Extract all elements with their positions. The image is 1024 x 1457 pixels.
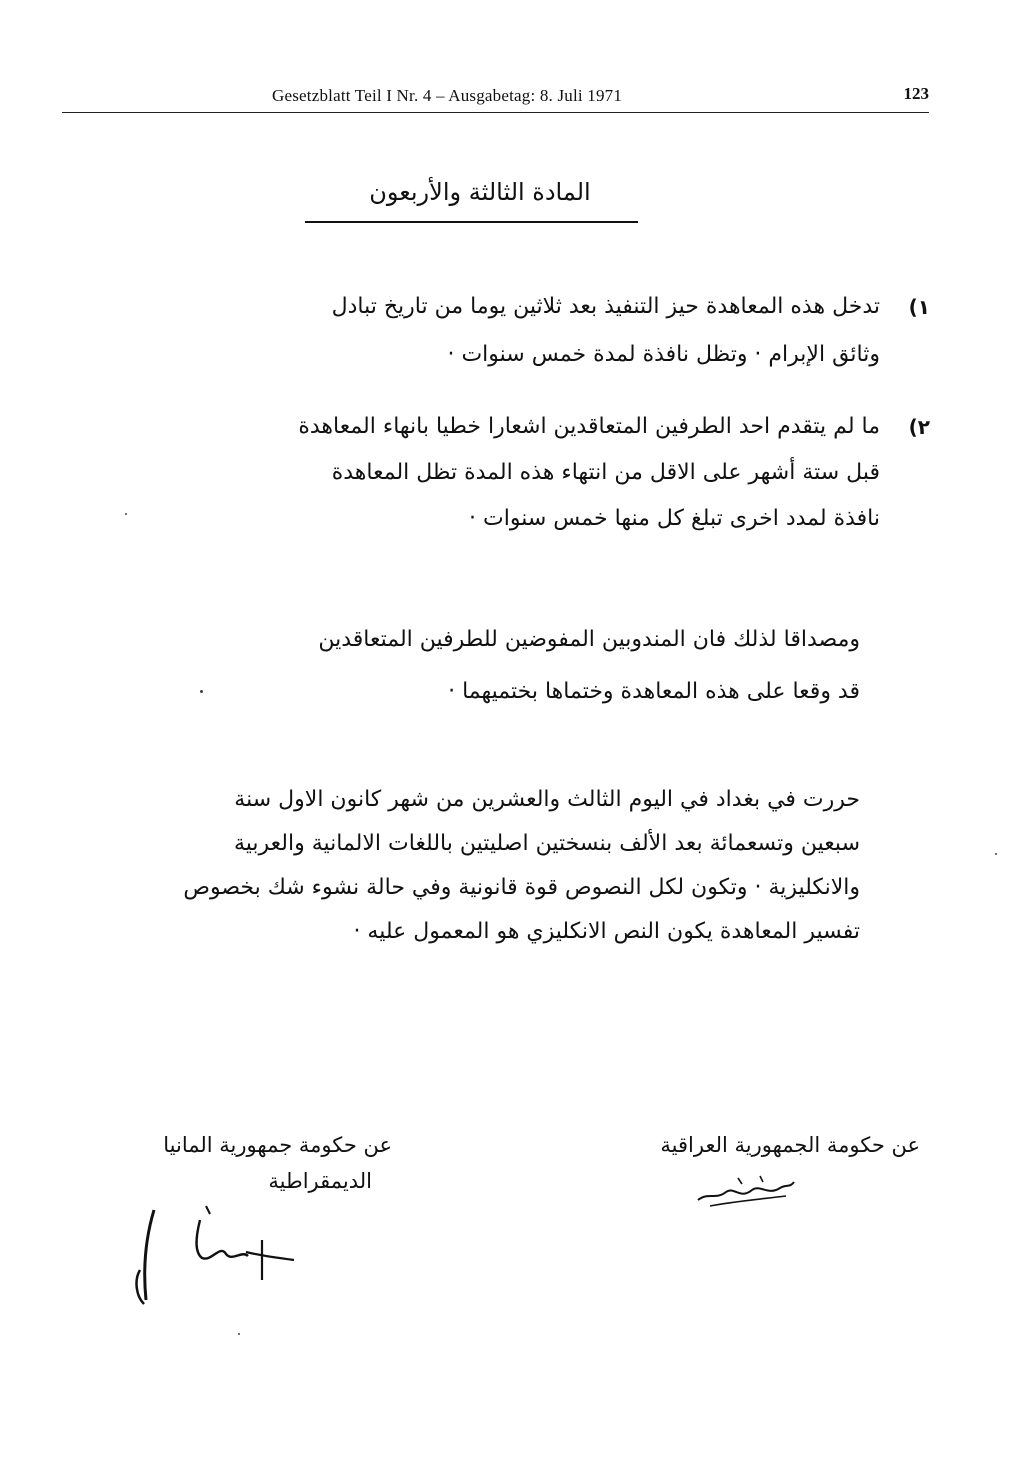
paragraph-line: ما لم يتقدم احد الطرفين المتعاقدين اشعارا خطيا بانهاء المعاهدة <box>298 414 880 439</box>
header-rule <box>62 112 929 113</box>
paragraph-2 <box>72 412 930 532</box>
article-heading-text: المادة الثالثة والأربعون <box>369 178 591 206</box>
paragraph-number: ٢) <box>908 415 930 439</box>
closing-line: والانكليزية · وتكون لكل النصوص قوة قانونية وفي حالة نشوء شك بخصوص <box>183 875 860 900</box>
gdr-signatory-label: الديمقراطية <box>268 1169 372 1193</box>
heading-underline <box>305 221 638 223</box>
scan-speck <box>995 853 997 855</box>
page-header <box>62 82 929 114</box>
closing-line: سبعين وتسعمائة بعد الألف بنسختين اصليتين باللغات الالمانية والعربية <box>233 831 860 856</box>
article-heading <box>0 178 960 206</box>
scan-speck <box>238 1333 240 1335</box>
witness-line: ومصداقا لذلك فان المندوبين المفوضين للطرفين المتعاقدين <box>318 627 860 652</box>
closing-line: تفسير المعاهدة يكون النص الانكليزي هو المعمول عليه · <box>353 919 860 944</box>
paragraph-line: وثائق الإبرام · وتظل نافذة لمدة خمس سنوات · <box>447 342 880 367</box>
closing-line: حررت في بغداد في اليوم الثالث والعشرين من شهر كانون الاول سنة <box>234 787 860 812</box>
iraq-signatory-label: عن حكومة الجمهورية العراقية <box>660 1133 920 1157</box>
closing-clause <box>72 785 860 945</box>
iraq-signatory <box>560 1130 920 1210</box>
scan-speck <box>200 690 203 693</box>
gazette-title: Gesetzblatt Teil I Nr. 4 – Ausgabetag: 8. Juli 1971 <box>272 86 623 105</box>
paragraph-line: نافذة لمدد اخرى تبلغ كل منها خمس سنوات · <box>469 506 880 531</box>
gdr-signatory <box>62 1130 392 1310</box>
iraq-handwritten-signature <box>690 1170 800 1210</box>
paragraph-line: قبل ستة أشهر على الاقل من انتهاء هذه المدة تظل المعاهدة <box>331 460 880 485</box>
witness-line: قد وقعا على هذه المعاهدة وختماها بختميهما · <box>448 679 860 704</box>
paragraph-number: ١) <box>908 295 930 319</box>
paragraph-line: تدخل هذه المعاهدة حيز التنفيذ بعد ثلاثين يوما من تاريخ تبادل <box>331 294 880 319</box>
scan-speck <box>125 513 127 515</box>
page-number: 123 <box>903 84 929 103</box>
gdr-signatory-label: عن حكومة جمهورية المانيا <box>163 1133 392 1157</box>
witness-clause <box>72 625 860 715</box>
paragraph-1 <box>72 292 930 382</box>
gdr-handwritten-signature <box>122 1200 302 1310</box>
